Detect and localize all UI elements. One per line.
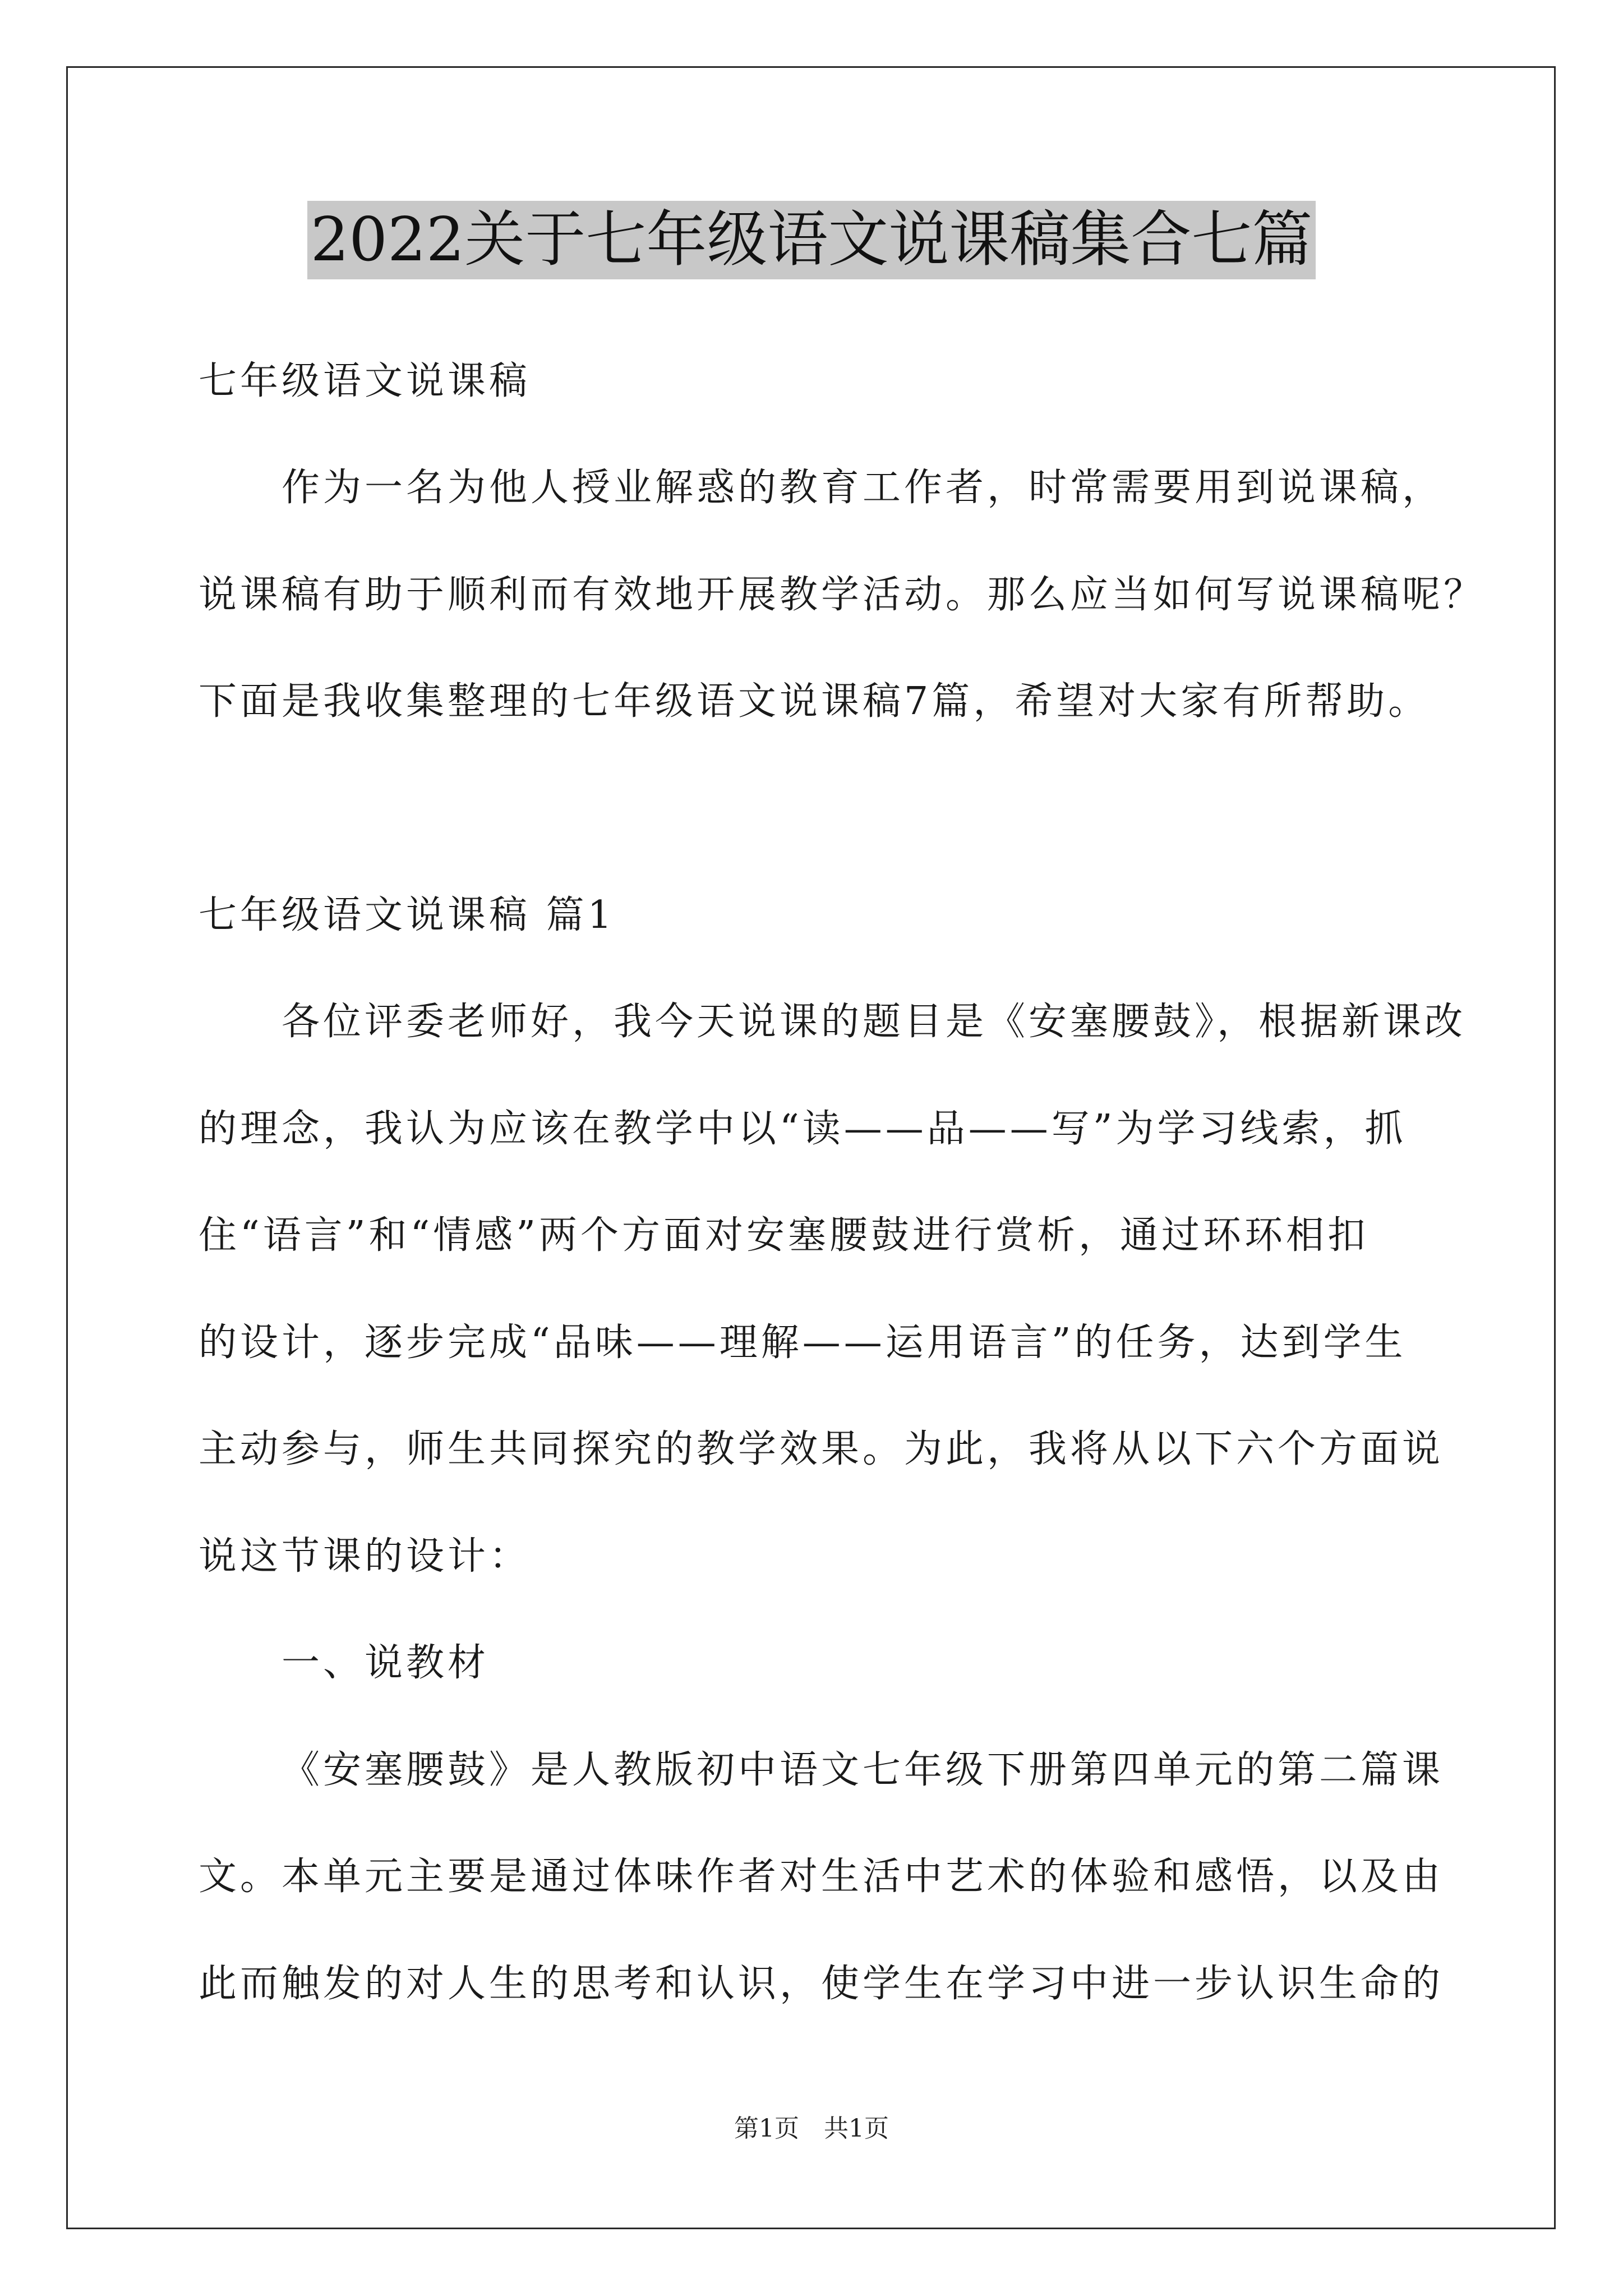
intro-line: 说课稿有助于顺利而有效地开展教学活动。那么应当如何写说课稿呢？ bbox=[199, 573, 1486, 617]
material-line: 《安塞腰鼓》是人教版初中语文七年级下册第四单元的第二篇课 bbox=[282, 1748, 1444, 1792]
intro-line: 下面是我收集整理的七年级语文说课稿7篇，希望对大家有所帮助。 bbox=[199, 679, 1430, 724]
section-line: 说这节课的设计： bbox=[199, 1534, 531, 1579]
main-heading: 七年级语文说课稿 bbox=[199, 359, 531, 403]
document-title: 2022关于七年级语文说课稿集合七篇 bbox=[307, 201, 1316, 279]
subheading: 一、说教材 bbox=[282, 1641, 490, 1685]
section-line: 主动参与，师生共同探究的教学效果。为此，我将从以下六个方面说 bbox=[199, 1427, 1444, 1471]
material-line: 文。本单元主要是通过体味作者对生活中艺术的体验和感悟，以及由 bbox=[199, 1855, 1444, 1899]
section-line: 的设计，逐步完成“品味——理解——运用语言”的任务，达到学生 bbox=[199, 1320, 1407, 1365]
section-line: 住“语言”和“情感”两个方面对安塞腰鼓进行赏析，通过环环相扣 bbox=[199, 1213, 1370, 1258]
material-line: 此而触发的对人生的思考和认识，使学生在学习中进一步认识生命的 bbox=[199, 1962, 1444, 2006]
section-heading: 七年级语文说课稿 篇1 bbox=[199, 893, 615, 937]
section-line: 各位评委老师好，我今天说课的题目是《安塞腰鼓》，根据新课改 bbox=[282, 1000, 1467, 1044]
section-line: 的理念，我认为应该在教学中以“读——品——写”为学习线索，抓 bbox=[199, 1107, 1407, 1151]
title-container bbox=[0, 201, 1623, 279]
intro-line: 作为一名为他人授业解惑的教育工作者，时常需要用到说课稿， bbox=[282, 466, 1444, 510]
page-footer: 第1页 共1页 bbox=[734, 2114, 889, 2143]
